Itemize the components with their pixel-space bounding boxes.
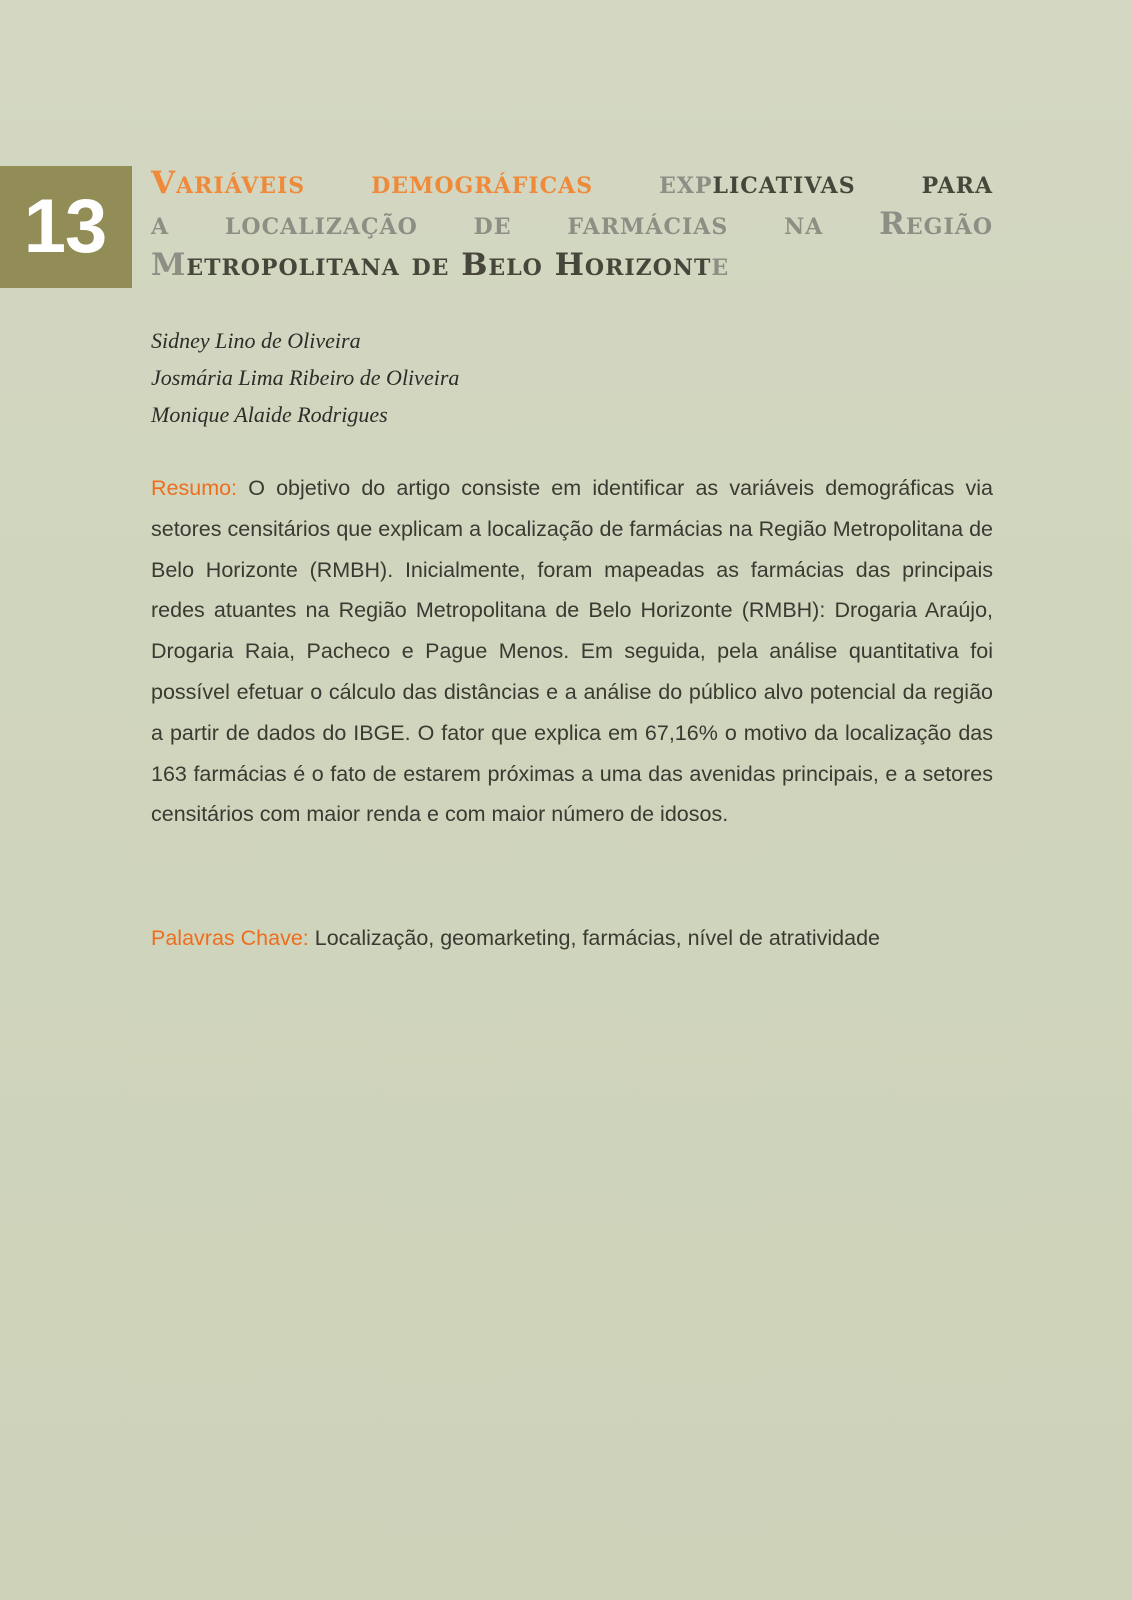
title-fragment: M (151, 247, 187, 283)
abstract-text: O objetivo do artigo consiste em identificar as variáveis demográficas via setores censitários que explicam a localização de farmácias na Região Metropolitana de Belo Horizonte (RMBH). Inicialmente, foram mapeadas as farmácias das principais redes atuantes na Região Metropolitana de Belo Horizonte (RMBH): Drogaria Araújo, Drogaria Raia, Pacheco e Pague Menos. Em seguida, pela análise quantitativa foi possível efetuar o cálculo das distâncias e a análise do público alvo potencial da região a partir de dados do IBGE. O fator que explica em 67,16% o motivo da localização das 163 farmácias é o fato de estarem próximas a uma das avenidas principais, e a setores censitários com maior renda e com maior número de idosos. (151, 476, 993, 827)
abstract (151, 468, 993, 835)
keywords (151, 923, 993, 953)
chapter-number: 13 (23, 184, 107, 269)
title-line-1 (151, 163, 993, 204)
title-fragment: exp (659, 165, 713, 201)
title-fragment: a localização de farmácias na Região (151, 206, 993, 242)
abstract-label: Resumo: (151, 476, 238, 500)
title-highlight: Variáveis demográficas (151, 165, 594, 201)
title-line-3 (151, 245, 993, 286)
keywords-text: Localização, geomarketing, farmácias, nível de atratividade (314, 926, 881, 950)
chapter-number-box (0, 166, 132, 288)
article-title (151, 163, 993, 286)
author-list (151, 322, 459, 433)
title-fragment: e (711, 247, 730, 283)
author-name: Monique Alaide Rodrigues (151, 402, 388, 427)
title-line-2 (151, 204, 993, 245)
author-name: Josmária Lima Ribeiro de Oliveira (151, 365, 460, 390)
title-fragment: etropolitana de Belo Horizont (186, 247, 712, 283)
author-name: Sidney Lino de Oliveira (151, 328, 361, 353)
keywords-label: Palavras Chave: (151, 926, 309, 950)
title-fragment: licativas para (712, 165, 994, 201)
